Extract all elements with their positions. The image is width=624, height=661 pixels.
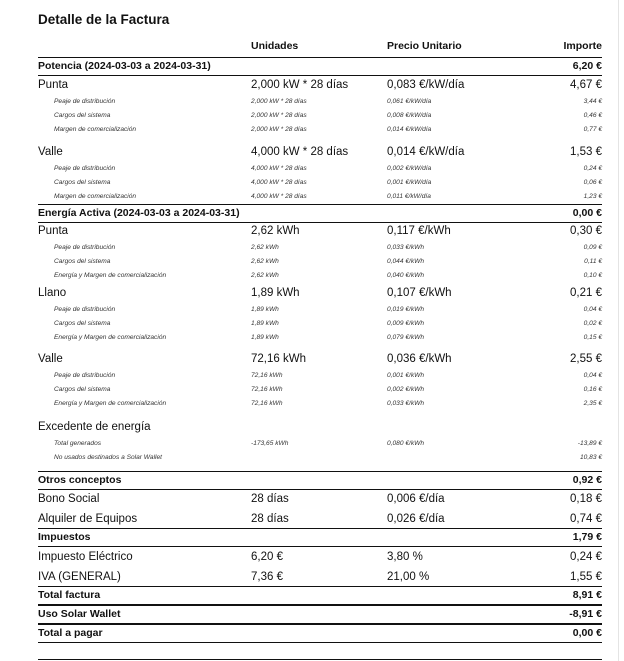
row-units: 2,000 kW * 28 días	[251, 98, 307, 105]
row-units: 4,000 kW * 28 días	[251, 165, 307, 172]
sub-line-row	[38, 317, 602, 330]
row-label: Total factura	[38, 589, 101, 601]
row-price: 0,036 €/kWh	[387, 353, 452, 365]
row-label: Energía y Margen de comercialización	[54, 272, 167, 279]
row-amount: 0,02 €	[583, 320, 602, 327]
line-item-row	[38, 491, 602, 507]
section-row	[38, 624, 602, 643]
row-units: 7,36 €	[251, 571, 283, 583]
row-label: Cargos del sistema	[54, 320, 111, 327]
row-total: -8,91 €	[569, 608, 602, 620]
row-price: 0,002 €/kW/día	[387, 165, 432, 172]
row-price: 0,080 €/kWh	[387, 440, 425, 447]
row-price: 0,026 €/día	[387, 513, 445, 525]
row-label: Cargos del sistema	[54, 179, 111, 186]
line-item-row	[38, 223, 602, 239]
section-row	[38, 605, 602, 624]
section-row	[38, 57, 602, 76]
row-amount: 0,74 €	[570, 513, 602, 525]
header-importe: Importe	[563, 40, 602, 52]
line-item-row	[38, 77, 602, 93]
sub-line-row	[38, 269, 602, 282]
line-item-row	[38, 419, 602, 435]
row-units: 2,000 kW * 28 días	[251, 79, 349, 91]
row-total: 6,20 €	[572, 60, 602, 72]
row-units: -173,65 kWh	[251, 440, 289, 447]
row-amount: 3,44 €	[583, 98, 602, 105]
row-label: Energía Activa (2024-03-03 a 2024-03-31)	[38, 207, 240, 219]
row-amount: 0,77 €	[583, 126, 602, 133]
row-label: Impuesto Eléctrico	[38, 551, 133, 563]
row-label: IVA (GENERAL)	[38, 571, 121, 583]
sub-line-row	[38, 255, 602, 268]
row-label: Peaje de distribución	[54, 165, 116, 172]
row-amount: 1,23 €	[583, 193, 602, 200]
sub-line-row	[38, 437, 602, 450]
section-row	[38, 471, 602, 490]
row-label: Peaje de distribución	[54, 244, 116, 251]
sub-line-row	[38, 331, 602, 344]
row-units: 4,000 kW * 28 días	[251, 179, 307, 186]
row-amount: 0,21 €	[570, 287, 602, 299]
row-price: 0,008 €/kW/día	[387, 112, 432, 119]
row-label: Excedente de energía	[38, 421, 151, 433]
sub-line-row	[38, 109, 602, 122]
line-item-row	[38, 569, 602, 585]
row-amount: 0,06 €	[583, 179, 602, 186]
row-price: 0,019 €/kWh	[387, 306, 425, 313]
table-bottom-rule	[38, 659, 602, 660]
row-amount: 0,04 €	[583, 306, 602, 313]
row-price: 3,80 %	[387, 551, 423, 563]
row-amount: 2,35 €	[583, 400, 602, 407]
row-units: 1,89 kWh	[251, 287, 300, 299]
row-label: Cargos del sistema	[54, 258, 111, 265]
row-amount: 2,55 €	[570, 353, 602, 365]
row-units: 1,89 kWh	[251, 334, 279, 341]
row-label: Energía y Margen de comercialización	[54, 400, 167, 407]
row-label: Total a pagar	[38, 627, 103, 639]
header-unidades: Unidades	[251, 40, 299, 52]
row-units: 2,62 kWh	[251, 272, 279, 279]
row-label: Llano	[38, 287, 67, 299]
line-item-row	[38, 144, 602, 160]
row-price: 0,117 €/kWh	[387, 225, 451, 237]
row-price: 0,083 €/kW/día	[387, 79, 465, 91]
row-price: 0,107 €/kWh	[387, 287, 452, 299]
row-price: 0,044 €/kWh	[387, 258, 425, 265]
sub-line-row	[38, 383, 602, 396]
row-label: No usados destinados a Solar Wallet	[54, 454, 163, 461]
row-price: 0,033 €/kWh	[387, 400, 425, 407]
row-price: 0,006 €/día	[387, 493, 445, 505]
row-units: 2,000 kW * 28 días	[251, 126, 307, 133]
row-units: 28 días	[251, 493, 289, 505]
sub-line-row	[38, 162, 602, 175]
row-price: 0,001 €/kW/día	[387, 179, 432, 186]
line-item-row	[38, 549, 602, 565]
line-item-row	[38, 285, 602, 301]
row-label: Alquiler de Equipos	[38, 513, 138, 525]
line-item-row	[38, 351, 602, 367]
row-price: 0,079 €/kWh	[387, 334, 425, 341]
row-total: 0,00 €	[572, 207, 602, 219]
sub-line-row	[38, 451, 602, 464]
row-amount: 0,24 €	[570, 551, 602, 563]
row-units: 1,89 kWh	[251, 320, 279, 327]
row-units: 4,000 kW * 28 días	[251, 193, 307, 200]
row-label: Peaje de distribución	[54, 306, 116, 313]
row-label: Bono Social	[38, 493, 100, 505]
row-amount: 0,24 €	[583, 165, 602, 172]
row-units: 2,000 kW * 28 días	[251, 112, 307, 119]
row-price: 0,033 €/kWh	[387, 244, 425, 251]
page-title: Detalle de la Factura	[38, 12, 170, 27]
row-total: 8,91 €	[572, 589, 602, 601]
row-price: 0,040 €/kWh	[387, 272, 425, 279]
row-label: Otros conceptos	[38, 474, 122, 486]
row-label: Uso Solar Wallet	[38, 608, 121, 620]
row-amount: 0,46 €	[583, 112, 602, 119]
row-units: 28 días	[251, 513, 289, 525]
row-label: Margen de comercialización	[54, 126, 137, 133]
row-label: Impuestos	[38, 531, 91, 543]
row-total: 1,79 €	[572, 531, 602, 543]
row-amount: -13,89 €	[577, 440, 602, 447]
section-row	[38, 528, 602, 547]
sub-line-row	[38, 369, 602, 382]
row-amount: 10,83 €	[580, 454, 602, 461]
row-amount: 1,55 €	[570, 571, 602, 583]
row-units: 2,62 kWh	[251, 225, 300, 237]
row-price: 0,014 €/kW/día	[387, 146, 465, 158]
row-label: Potencia (2024-03-03 a 2024-03-31)	[38, 60, 211, 72]
row-price: 0,001 €/kWh	[387, 372, 425, 379]
row-amount: 0,04 €	[583, 372, 602, 379]
row-price: 0,011 €/kW/día	[387, 193, 431, 200]
row-units: 2,62 kWh	[251, 258, 279, 265]
sub-line-row	[38, 303, 602, 316]
row-units: 2,62 kWh	[251, 244, 279, 251]
row-units: 72,16 kWh	[251, 353, 306, 365]
section-row	[38, 204, 602, 223]
row-label: Energía y Margen de comercialización	[54, 334, 167, 341]
row-amount: 4,67 €	[570, 79, 602, 91]
row-total: 0,00 €	[572, 627, 602, 639]
row-price: 21,00 %	[387, 571, 430, 583]
row-units: 72,16 kWh	[251, 386, 283, 393]
row-price: 0,014 €/kW/día	[387, 126, 432, 133]
line-item-row	[38, 511, 602, 527]
row-price: 0,061 €/kW/día	[387, 98, 432, 105]
row-units: 6,20 €	[251, 551, 283, 563]
row-total: 0,92 €	[572, 474, 602, 486]
sub-line-row	[38, 190, 602, 203]
row-label: Punta	[38, 79, 69, 91]
row-amount: 0,11 €	[584, 258, 602, 265]
row-amount: 0,18 €	[570, 493, 602, 505]
row-amount: 0,16 €	[583, 386, 602, 393]
sub-line-row	[38, 241, 602, 254]
sub-line-row	[38, 95, 602, 108]
sub-line-row	[38, 397, 602, 410]
row-price: 0,002 €/kWh	[387, 386, 425, 393]
row-label: Valle	[38, 146, 63, 158]
row-label: Valle	[38, 353, 63, 365]
row-amount: 0,30 €	[570, 225, 602, 237]
row-amount: 0,10 €	[583, 272, 602, 279]
header-precio-unitario: Precio Unitario	[387, 40, 462, 52]
row-units: 72,16 kWh	[251, 372, 283, 379]
sub-line-row	[38, 123, 602, 136]
sub-line-row	[38, 176, 602, 189]
row-label: Cargos del sistema	[54, 386, 111, 393]
row-units: 1,89 kWh	[251, 306, 279, 313]
section-row	[38, 586, 602, 605]
row-price: 0,009 €/kWh	[387, 320, 425, 327]
row-label: Total generados	[54, 440, 102, 447]
row-amount: 1,53 €	[570, 146, 602, 158]
row-units: 72,16 kWh	[251, 400, 283, 407]
row-amount: 0,15 €	[583, 334, 602, 341]
row-label: Peaje de distribución	[54, 372, 116, 379]
row-amount: 0,09 €	[583, 244, 602, 251]
row-label: Peaje de distribución	[54, 98, 116, 105]
row-label: Cargos del sistema	[54, 112, 111, 119]
row-label: Margen de comercialización	[54, 193, 137, 200]
row-label: Punta	[38, 225, 69, 237]
row-units: 4,000 kW * 28 días	[251, 146, 349, 158]
